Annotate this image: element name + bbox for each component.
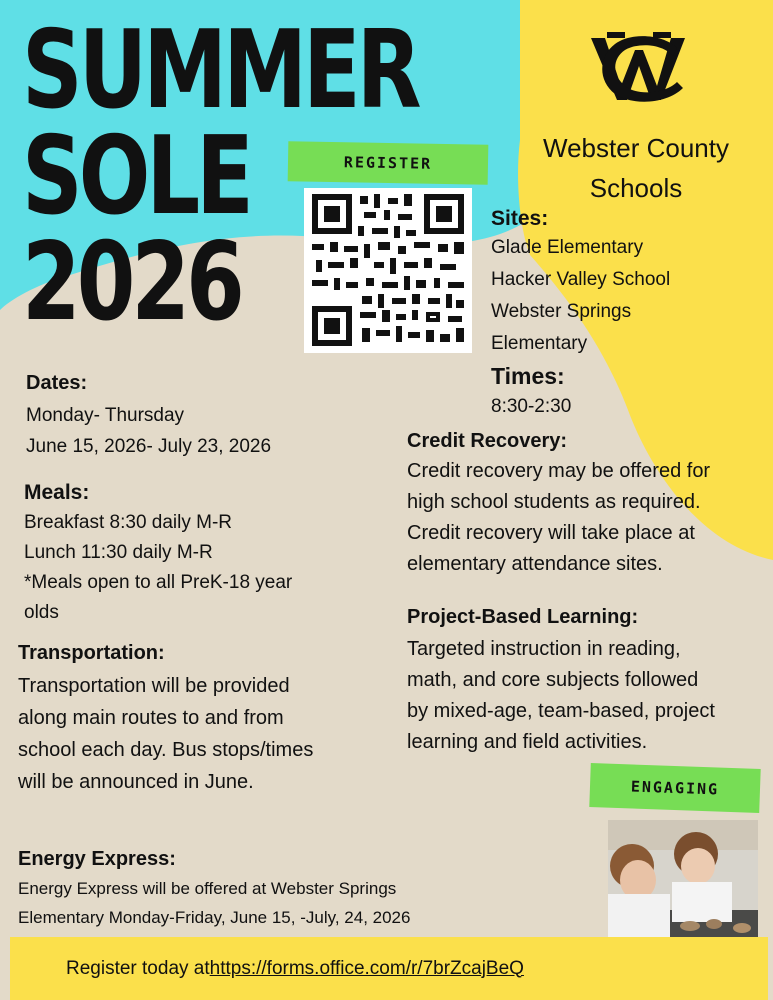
title-line-3: 2026: [22, 220, 241, 345]
pbl-line: learning and field activities.: [407, 731, 648, 753]
credit-recovery-section: [407, 428, 710, 580]
pbl-heading: Project-Based Learning:: [407, 606, 639, 628]
pbl-section: [407, 604, 715, 758]
meals-line: Breakfast 8:30 daily M-R: [24, 512, 233, 533]
pbl-line: by mixed-age, team-based, project: [407, 700, 715, 722]
footer-prefix: Register today at: [66, 957, 210, 979]
students-photo: [608, 820, 758, 938]
district-line-2: Schools: [589, 173, 683, 203]
sites-section: [491, 206, 670, 360]
transportation-heading: Transportation:: [18, 642, 165, 664]
dates-days: Monday- Thursday: [26, 405, 185, 426]
pbl-line: Targeted instruction in reading,: [407, 638, 681, 660]
transportation-line: will be announced in June.: [18, 771, 254, 793]
register-footer: [10, 937, 768, 1000]
credit-recovery-line: Credit recovery will take place at: [407, 522, 695, 544]
credit-recovery-heading: Credit Recovery:: [407, 430, 568, 452]
dates-range: June 15, 2026- July 23, 2026: [26, 436, 272, 457]
meals-line: *Meals open to all PreK-18 year: [24, 572, 293, 593]
times-value: 8:30-2:30: [491, 396, 572, 417]
meals-line: Lunch 11:30 daily M-R: [24, 542, 213, 563]
sites-heading: Sites:: [491, 207, 549, 230]
transportation-section: [18, 640, 313, 798]
district-name: [520, 128, 752, 208]
site-item: Glade Elementary: [491, 237, 644, 258]
credit-recovery-line: high school students as required.: [407, 491, 701, 513]
energy-express-section: [18, 846, 410, 932]
energy-express-line: Energy Express will be offered at Webster Springs: [18, 879, 397, 898]
webster-county-logo: [585, 28, 697, 110]
registration-link[interactable]: https://forms.office.com/r/7brZcajBeQ: [209, 957, 524, 979]
site-item: Elementary: [491, 333, 588, 354]
wc-logo-icon: [585, 28, 697, 110]
times-heading: Times:: [491, 363, 565, 389]
qr-code-image: [304, 188, 472, 353]
transportation-line: school each day. Bus stops/times: [18, 739, 314, 761]
energy-express-line: Elementary Monday-Friday, June 15, -July, 24, 2026: [18, 908, 411, 927]
site-item: Hacker Valley School: [491, 269, 671, 290]
meals-section: [24, 480, 292, 628]
transportation-line: Transportation will be provided: [18, 675, 290, 697]
meals-heading: Meals:: [24, 481, 90, 504]
title-line-2: SOLE: [22, 114, 250, 239]
students-photo-image: [608, 820, 758, 938]
district-line-1: Webster County: [543, 133, 729, 163]
title-line-1: SUMMER: [22, 8, 418, 133]
credit-recovery-line: Credit recovery may be offered for: [407, 460, 711, 482]
times-section: [491, 362, 571, 424]
pbl-line: math, and core subjects followed: [407, 669, 699, 691]
site-item: Webster Springs: [491, 301, 632, 322]
dates-section: [26, 370, 271, 462]
credit-recovery-line: elementary attendance sites.: [407, 553, 663, 575]
dates-heading: Dates:: [26, 372, 88, 394]
energy-express-heading: Energy Express:: [18, 848, 176, 870]
meals-line: olds: [24, 602, 59, 623]
engaging-tag: ENGAGING: [589, 763, 760, 813]
transportation-line: along main routes to and from: [18, 707, 284, 729]
register-tag: REGISTER: [288, 141, 489, 184]
qr-code[interactable]: [304, 188, 472, 353]
